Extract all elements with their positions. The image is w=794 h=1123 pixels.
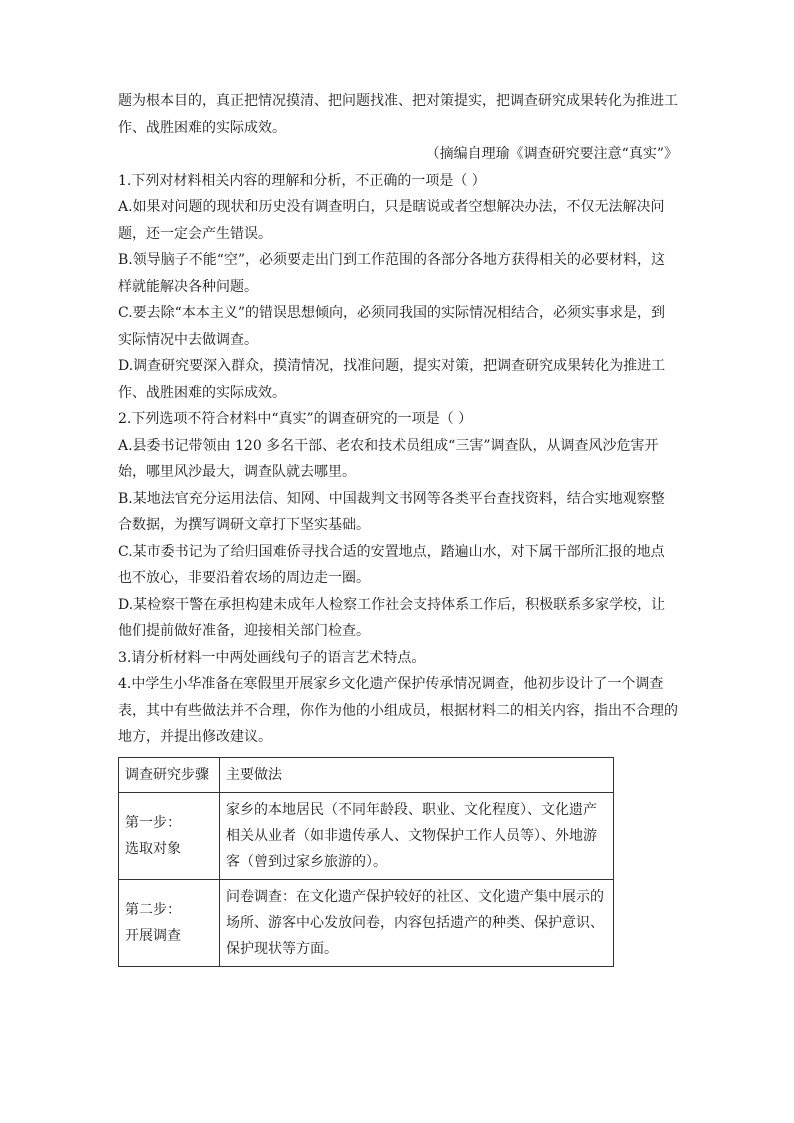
step-number: 第一步： bbox=[125, 814, 181, 831]
question-1-option-a: A.如果对问题的现状和历史没有调查明白，只是瞎说或者空想解决办法，不仅无法解决问题，还一定会产生错误。 bbox=[118, 199, 665, 242]
question-1-option-b: B.领导脑子不能“空”，必须要走出门到工作范围的各部分各地方获得相关的必要材料，这样就能解决各种问题。 bbox=[118, 252, 666, 295]
question-2-option-d: D.某检察干警在承担构建未成年人检察工作社会支持体系工作后，积极联系多家学校，让他们提前做好准备，迎接相关部门检查。 bbox=[118, 596, 666, 639]
question-2-stem: 2.下列选项不符合材料中“真实”的调查研究的一项是（ ） bbox=[118, 411, 473, 427]
question-3-stem: 3.请分析材料一中两处画线句子的语言艺术特点。 bbox=[118, 649, 426, 666]
source-citation: （摘编自理瑜《调查研究要注意“真实”》 bbox=[425, 146, 678, 162]
question-2-option-a: A.县委书记带领由 120 多名干部、老农和技术员组成“三害”调查队，从调查风沙危害开始，哪里风沙最大，调查队就去哪里。 bbox=[118, 437, 659, 480]
step-name: 选取对象 bbox=[125, 840, 181, 857]
table-row bbox=[119, 879, 614, 966]
question-4-stem: 4.中学生小华准备在寒假里开展家乡文化遗产保护传承情况调查，他初步设计了一个调查表，其中有些做法并不合理，你作为他的小组成员，根据材料二的相关内容，指出不合理的地方，并提出修改建议。 bbox=[118, 676, 678, 745]
table-cell-method: 家乡的本地居民（不同年龄段、职业、文化程度）、文化遗产相关从业者（如非遗传承人、文物保护工作人员等）、外地游客（曾到过家乡旅游的）。 bbox=[220, 792, 614, 879]
step-number: 第二步： bbox=[125, 901, 181, 918]
question-1-option-c: C.要去除“本本主义”的错误思想倾向，必须同我国的实际情况相结合，必须实事求是，到实际情况中去做调查。 bbox=[118, 305, 665, 348]
question-1-option-d: D.调查研究要深入群众，摸清情况，找准问题，提实对策，把调查研究成果转化为推进工作、战胜困难的实际成效。 bbox=[118, 358, 666, 401]
table-header-step: 调查研究步骤 bbox=[119, 757, 220, 792]
question-1-stem: 1.下列对材料相关内容的理解和分析，不正确的一项是（ ） bbox=[118, 172, 486, 189]
survey-table bbox=[118, 757, 614, 967]
question-2-option-b: B.某地法官充分运用法信、知网、中国裁判文书网等各类平台查找资料，结合实地观察整合数据，为撰写调研文章打下坚实基础。 bbox=[118, 490, 665, 533]
table-cell-method: 问卷调查：在文化遗产保护较好的社区、文化遗产集中展示的场所、游客中心发放问卷，内容包括遗产的种类、保护意识、保护现状等方面。 bbox=[220, 879, 614, 966]
table-cell-step bbox=[119, 879, 220, 966]
table-header-row bbox=[119, 757, 614, 792]
table-header-method: 主要做法 bbox=[220, 757, 614, 792]
document-body bbox=[118, 88, 678, 967]
question-2-option-c: C.某市委书记为了给归国难侨寻找合适的安置地点，踏遍山水，对下属干部所汇报的地点也不放心，非要沿着农场的周边走一圈。 bbox=[118, 543, 665, 586]
table-row bbox=[119, 792, 614, 879]
paragraph-continuation: 题为根本目的，真正把情况摸清、把问题找准、把对策提实，把调查研究成果转化为推进工作、战胜困难的实际成效。 bbox=[118, 93, 678, 136]
table-cell-step bbox=[119, 792, 220, 879]
step-name: 开展调查 bbox=[125, 927, 181, 944]
